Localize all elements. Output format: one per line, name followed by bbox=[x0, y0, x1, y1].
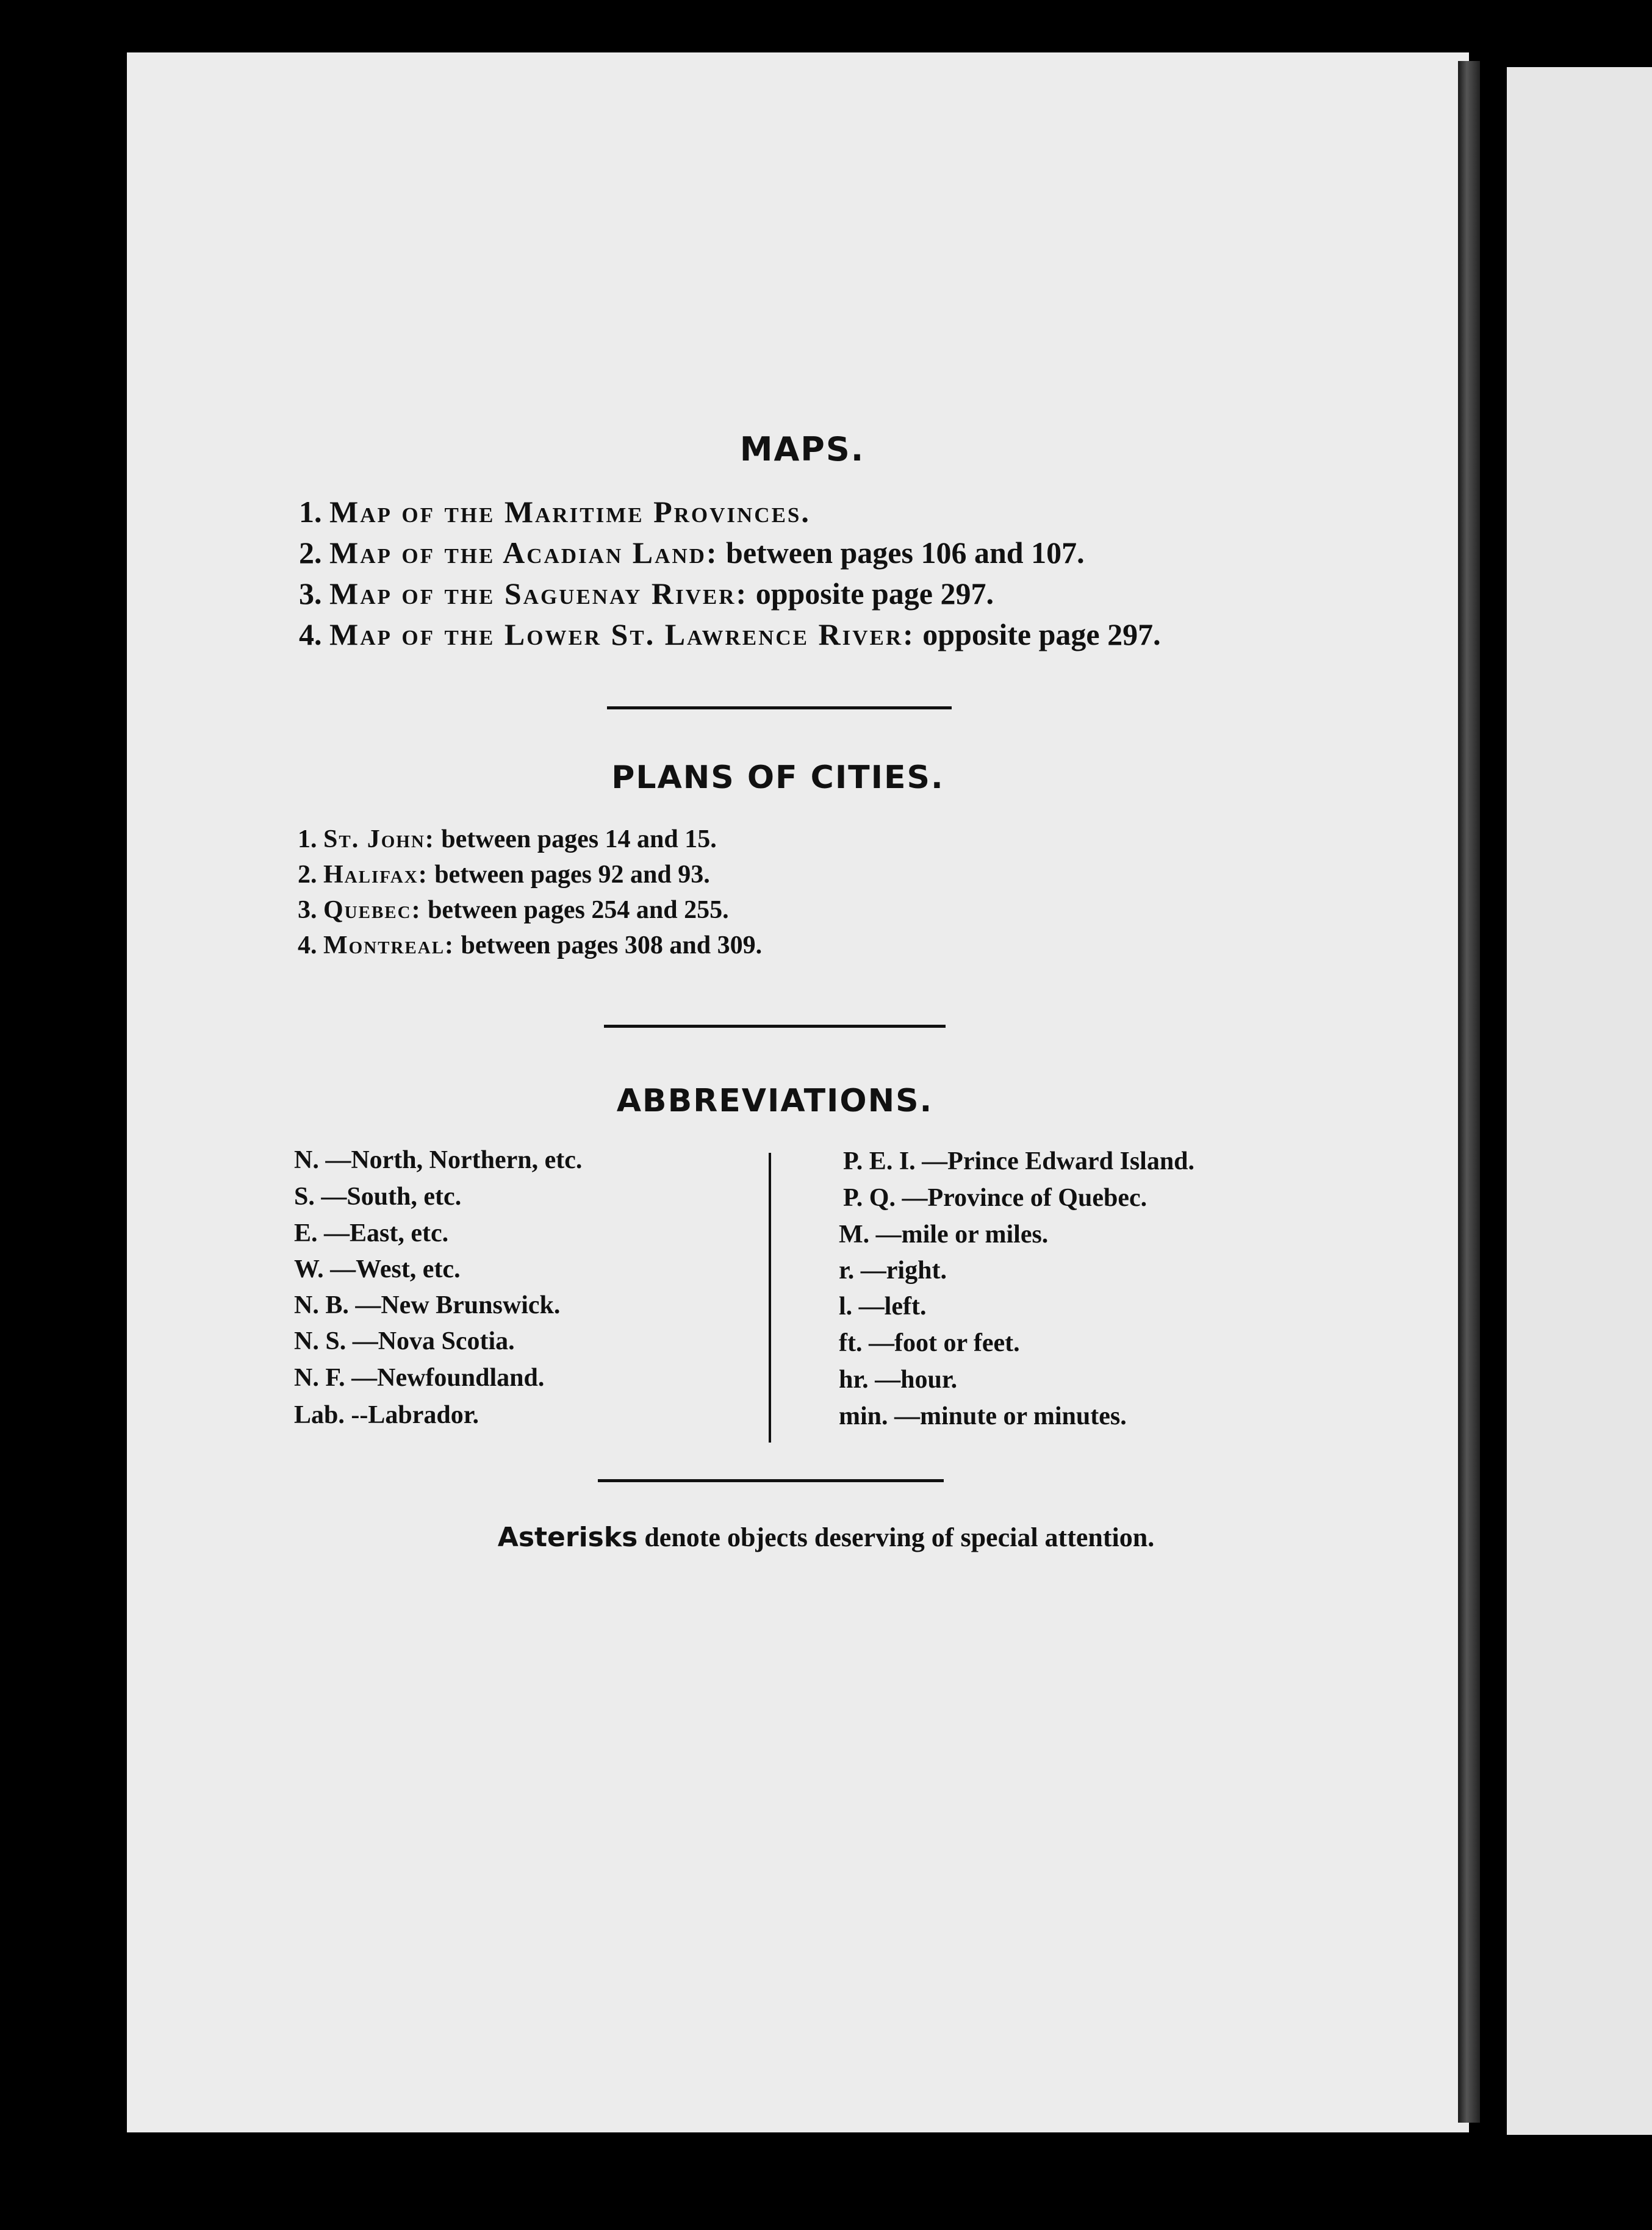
maps-item bbox=[299, 576, 994, 611]
maps-item-title: Map of the Maritime Provinces. bbox=[329, 495, 811, 529]
plan-item bbox=[298, 931, 762, 960]
section-rule bbox=[598, 1479, 944, 1482]
plan-item-city: St. John: bbox=[323, 825, 435, 853]
abbreviation-left: N. B. —New Brunswick. bbox=[294, 1291, 561, 1319]
section-rule bbox=[604, 1025, 946, 1028]
section-rule bbox=[607, 706, 952, 709]
plan-item bbox=[298, 860, 710, 889]
plan-item bbox=[298, 825, 717, 854]
abbreviations-heading: ABBREVIATIONS. bbox=[616, 1083, 933, 1119]
abbreviation-left: W. —West, etc. bbox=[294, 1255, 461, 1283]
maps-item bbox=[299, 494, 811, 529]
plan-item-number: 2. bbox=[298, 861, 317, 889]
abbreviation-right: hr. —hour. bbox=[839, 1366, 958, 1394]
maps-item-title: Map of the Lower St. Lawrence River: bbox=[329, 617, 915, 651]
plan-item-number: 1. bbox=[298, 825, 317, 853]
maps-item-title: Map of the Saguenay River: bbox=[329, 576, 749, 611]
abbreviation-left: S. —South, etc. bbox=[294, 1183, 462, 1211]
maps-item bbox=[299, 617, 1161, 652]
maps-item-title: Map of the Acadian Land: bbox=[329, 536, 719, 570]
abbreviation-right: l. —left. bbox=[839, 1292, 927, 1321]
plan-item-city: Halifax: bbox=[323, 861, 428, 889]
plan-item-desc: between pages 308 and 309. bbox=[454, 931, 763, 959]
abbreviation-left: N. S. —Nova Scotia. bbox=[294, 1327, 515, 1355]
plan-item bbox=[298, 895, 729, 925]
plan-item-desc: between pages 92 and 93. bbox=[428, 861, 710, 889]
plan-item-number: 4. bbox=[298, 931, 317, 959]
abbreviation-right: M. —mile or miles. bbox=[839, 1221, 1049, 1249]
maps-item-number: 1. bbox=[299, 495, 322, 529]
maps-item-number: 3. bbox=[299, 576, 322, 611]
abbreviation-right: r. —right. bbox=[839, 1257, 947, 1285]
asterisks-note-text: denote objects deserving of special attention. bbox=[637, 1522, 1155, 1552]
asterisks-word: Asterisks bbox=[497, 1522, 638, 1553]
plan-item-city: Montreal: bbox=[323, 931, 455, 959]
abbreviation-right: P. E. I. —Prince Edward Island. bbox=[843, 1147, 1195, 1175]
maps-item-desc: opposite page 297. bbox=[914, 617, 1161, 651]
maps-item-desc: opposite page 297. bbox=[748, 576, 994, 611]
plan-item-city: Quebec: bbox=[323, 896, 422, 924]
maps-item-number: 2. bbox=[299, 536, 322, 570]
maps-item bbox=[299, 535, 1085, 570]
abbreviation-right: P. Q. —Province of Quebec. bbox=[843, 1184, 1147, 1212]
abbreviation-right: ft. —foot or feet. bbox=[839, 1329, 1020, 1357]
abbreviation-left: E. —East, etc. bbox=[294, 1219, 449, 1247]
abbreviation-left: N. —North, Northern, etc. bbox=[294, 1146, 583, 1174]
maps-heading: MAPS. bbox=[739, 430, 865, 468]
plan-item-desc: between pages 14 and 15. bbox=[434, 825, 717, 853]
column-divider bbox=[769, 1153, 771, 1443]
plan-item-desc: between pages 254 and 255. bbox=[421, 896, 729, 924]
abbreviation-right: min. —minute or minutes. bbox=[839, 1402, 1127, 1430]
abbreviation-left: N. F. —Newfoundland. bbox=[294, 1364, 545, 1392]
abbreviation-left: Lab. --Labrador. bbox=[294, 1401, 479, 1429]
asterisks-note bbox=[0, 1522, 1652, 1553]
plan-item-number: 3. bbox=[298, 896, 317, 924]
maps-item-number: 4. bbox=[299, 617, 322, 651]
plans-heading: PLANS OF CITIES. bbox=[611, 759, 944, 796]
maps-item-desc: between pages 106 and 107. bbox=[718, 536, 1085, 570]
